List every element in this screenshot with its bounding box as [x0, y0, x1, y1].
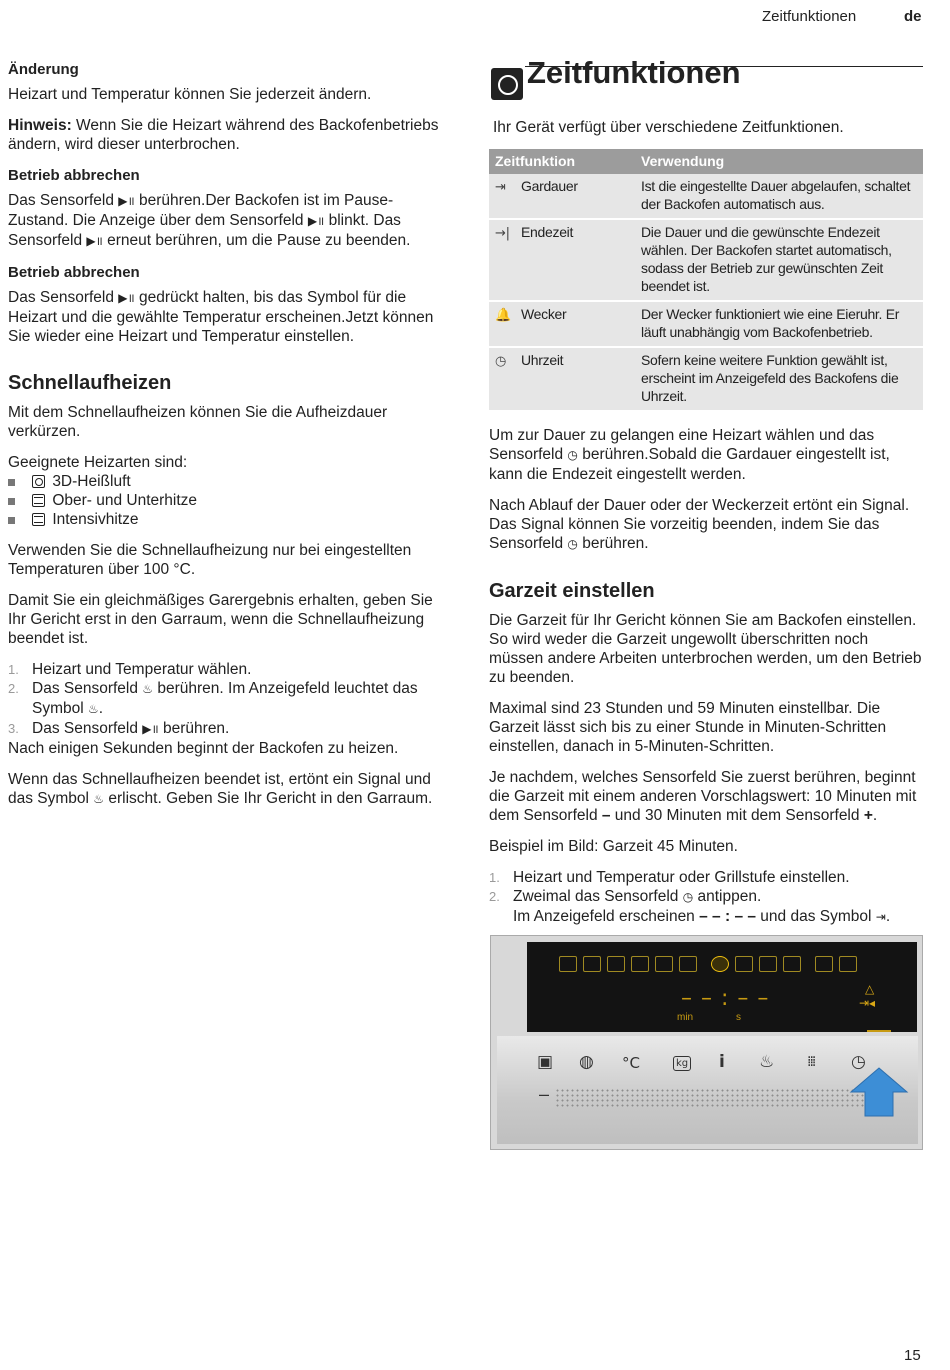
display-time: – – : – –	[681, 986, 770, 1011]
garzeit-steps	[489, 868, 923, 927]
duration-icon: ⇥	[875, 910, 886, 924]
bell-icon: △	[865, 982, 875, 996]
nach-text: Nach einigen Sekunden beginnt der Backofen zu heizen.	[8, 740, 399, 757]
clock-icon: ◷	[567, 448, 578, 462]
clock-icon: ◷	[567, 537, 578, 551]
clock-icon: ◷	[682, 890, 694, 904]
geeignet-text: Geeignete Heizarten sind:	[8, 454, 188, 471]
play-pause-icon: ▶॥	[118, 194, 135, 208]
page-number: 15	[904, 1347, 921, 1364]
heating-mode-icon	[759, 956, 777, 972]
abbrechen-text-2: Das Sensorfeld ▶॥ gedrückt halten, bis das Symbol für die Heizart und die gewählte Temperatur erscheinen.Jetzt können Sie wieder eine Heizart und Temperatur einstellen.	[8, 289, 434, 345]
duration-icon: ⇥	[495, 180, 506, 195]
temperature-button[interactable]: °C	[622, 1054, 640, 1072]
heating-mode-icon	[815, 956, 833, 972]
control-strip	[497, 1036, 918, 1144]
top-bottom-heat-icon	[32, 494, 45, 507]
abbrechen-text-1: Das Sensorfeld ▶॥ berühren.Der Backofen ist im Pause-Zustand. Die Anzeige über dem Sensorfeld ▶॥ blinkt. Das Sensorfeld ▶॥ erneut berühren, um die Pause zu beenden.	[8, 192, 411, 249]
beispiel-text: Beispiel im Bild: Garzeit 45 Minuten.	[489, 838, 738, 855]
left-column	[8, 60, 448, 821]
play-pause-icon: ▶॥	[86, 234, 103, 248]
abbrechen-heading-1: Betrieb abbrechen	[8, 167, 140, 184]
rapid-heat-icon: ♨	[142, 682, 154, 696]
schnellaufheizen-heading: Schnellaufheizen	[8, 372, 172, 394]
schnell-steps	[8, 660, 448, 739]
list-item: Ober- und Unterhitze	[8, 491, 448, 510]
table-header: Zeitfunktion	[489, 149, 635, 174]
wenn-text: Wenn das Schnellaufheizen beendet ist, ertönt ein Signal und das Symbol ♨ erlischt. Geben Sie Ihr Gericht in den Garraum.	[8, 771, 433, 807]
table-row: 🔔 Wecker Der Wecker funktioniert wie eine Eieruhr. Er läuft unabhängig vom Backofenbetrieb.	[489, 301, 923, 347]
minus-icon: –	[601, 807, 611, 824]
table-row: →| Endezeit Die Dauer und die gewünschte Endezeit wählen. Der Backofen startet automatisch, sodass der Betrieb zur gewünschten Zeit beendet ist.	[489, 219, 923, 301]
display	[527, 942, 917, 1032]
heating-mode-icon	[655, 956, 673, 972]
rapid-heat-icon: ♨	[88, 702, 99, 716]
pointer-arrow-icon	[849, 1066, 909, 1118]
hot-air-icon	[711, 956, 729, 972]
display-min-label: min	[677, 1012, 694, 1023]
abbrechen-heading-2: Betrieb abbrechen	[8, 264, 140, 281]
table-header: Verwendung	[635, 149, 923, 174]
slider-field[interactable]	[555, 1088, 875, 1108]
heating-mode-icon	[679, 956, 697, 972]
hinweis-text: Hinweis: Wenn Sie die Heizart während des Backofenbetriebs ändern, wird dieser unterbrochen.	[8, 117, 439, 153]
heating-mode-icon	[839, 956, 857, 972]
hot-air-icon	[32, 475, 45, 488]
list-item: 3D-Heißluft	[8, 472, 448, 491]
page-title: Zeitfunktionen	[527, 55, 741, 90]
table-row: ◷ Uhrzeit Sofern keine weitere Funktion gewählt ist, erscheint im Anzeigefeld des Backofens die Uhrzeit.	[489, 347, 923, 411]
intro-text: Ihr Gerät verfügt über verschiedene Zeitfunktionen.	[493, 119, 844, 136]
play-pause-icon: ▶॥	[118, 291, 135, 305]
garzeit-text-3: Je nachdem, welches Sensorfeld Sie zuerst berühren, beginnt die Garzeit mit einem anderen Vorschlagswert: 10 Minuten mit dem Sensorfeld – und 30 Minuten mit dem Sensorfeld +.	[489, 769, 917, 824]
table-row: ⇥ Gardauer Ist die eingestellte Dauer abgelaufen, schaltet der Backofen automatisch aus.	[489, 174, 923, 219]
table-header-row	[489, 149, 923, 174]
heating-mode-icon	[607, 956, 625, 972]
rapid-heat-button-icon[interactable]: ▣	[537, 1052, 554, 1072]
section-title	[489, 55, 923, 104]
info-icon[interactable]: i	[719, 1052, 725, 1072]
damit-text: Damit Sie ein gleichmäßiges Garergebnis erhalten, geben Sie Ihr Gericht erst in den Garraum, wenn die Schnellaufheizung beendet ist.	[8, 592, 433, 647]
list-item: 3. Das Sensorfeld ▶॥ berühren.	[8, 720, 230, 737]
page-header	[0, 8, 950, 28]
list-item: 2. Das Sensorfeld ♨ berühren. Im Anzeigefeld leuchtet das Symbol ♨.	[8, 680, 418, 717]
header-lang: de	[904, 8, 922, 25]
plus-icon: +	[863, 807, 873, 824]
schnellaufheizen-text: Mit dem Schnellaufheizen können Sie die Aufheizdauer verkürzen.	[8, 404, 388, 440]
heating-mode-icon	[559, 956, 577, 972]
garzeit-text-2: Maximal sind 23 Stunden und 59 Minuten einstellbar. Die Garzeit lässt sich bis zu einer Stunde in Minuten-Schritten einstellen, danach in 5-Minuten-Schritten.	[489, 700, 887, 755]
header-section: Zeitfunktionen	[762, 8, 857, 25]
aenderung-heading: Änderung	[8, 61, 79, 78]
list-item: 1. Heizart und Temperatur wählen.	[8, 661, 252, 678]
list-item: 2. Zweimal das Sensorfeld ◷ antippen. Im Anzeigefeld erscheinen – – : – – und das Symbol ⇥.	[489, 888, 891, 925]
clock-icon[interactable]: ◷	[851, 1052, 866, 1072]
list-item: 1. Heizart und Temperatur oder Grillstufe einstellen.	[489, 869, 850, 886]
ablauf-text: Nach Ablauf der Dauer oder der Weckerzeit ertönt ein Signal. Das Signal können Sie vorzeitig beenden, indem Sie das Sensorfeld ◷ berühren.	[489, 497, 910, 552]
heizarten-list	[8, 472, 448, 529]
end-time-icon: →|	[495, 226, 510, 241]
intensive-heat-icon	[32, 513, 45, 526]
minus-button[interactable]: –	[539, 1084, 550, 1104]
weight-button[interactable]: kg	[673, 1056, 691, 1071]
aenderung-text: Heizart und Temperatur können Sie jederzeit ändern.	[8, 86, 372, 103]
control-panel-illustration	[490, 935, 923, 1150]
rapid-heat-icon: ♨	[93, 792, 105, 806]
heating-mode-icon	[583, 956, 601, 972]
garzeit-heading: Garzeit einstellen	[489, 580, 655, 602]
dauer-text: Um zur Dauer zu gelangen eine Heizart wählen und das Sensorfeld ◷ berühren.Sobald die Gardauer eingestellt ist, kann die Endezeit eingestellt werden.	[489, 427, 890, 483]
zeitfunktion-table	[489, 149, 923, 412]
display-s-label: s	[736, 1012, 741, 1023]
play-pause-icon: ▶॥	[307, 214, 325, 228]
garzeit-text-1: Die Garzeit für Ihr Gericht können Sie am Backofen einstellen. So wird weder die Garzeit ungewollt überschritten noch müssen andere Arbeiten unterbrochen werden, um den Betrieb zu beenden.	[489, 612, 922, 686]
hinweis-label: Hinweis:	[8, 117, 72, 134]
right-column	[489, 55, 923, 927]
clock-icon: ◷	[495, 354, 507, 369]
display-indicator	[867, 1030, 891, 1032]
duration-icon: ⇥◂	[859, 996, 876, 1010]
list-item: Intensivhitze	[8, 510, 448, 529]
heating-mode-icon	[783, 956, 801, 972]
heating-mode-icon	[735, 956, 753, 972]
meat-program-icon[interactable]: ◍	[579, 1052, 594, 1072]
clock-icon	[491, 68, 523, 100]
play-pause-icon: ▶॥	[142, 722, 159, 736]
menu-dots-icon[interactable]: ⁞⁞⁞	[807, 1054, 815, 1070]
bell-icon: 🔔	[495, 308, 511, 323]
heating-mode-icon	[631, 956, 649, 972]
verwenden-text: Verwenden Sie die Schnellaufheizung nur bei eingestellten Temperaturen über 100 °C.	[8, 542, 412, 578]
rapid-heat-icon[interactable]: ♨	[759, 1052, 775, 1072]
